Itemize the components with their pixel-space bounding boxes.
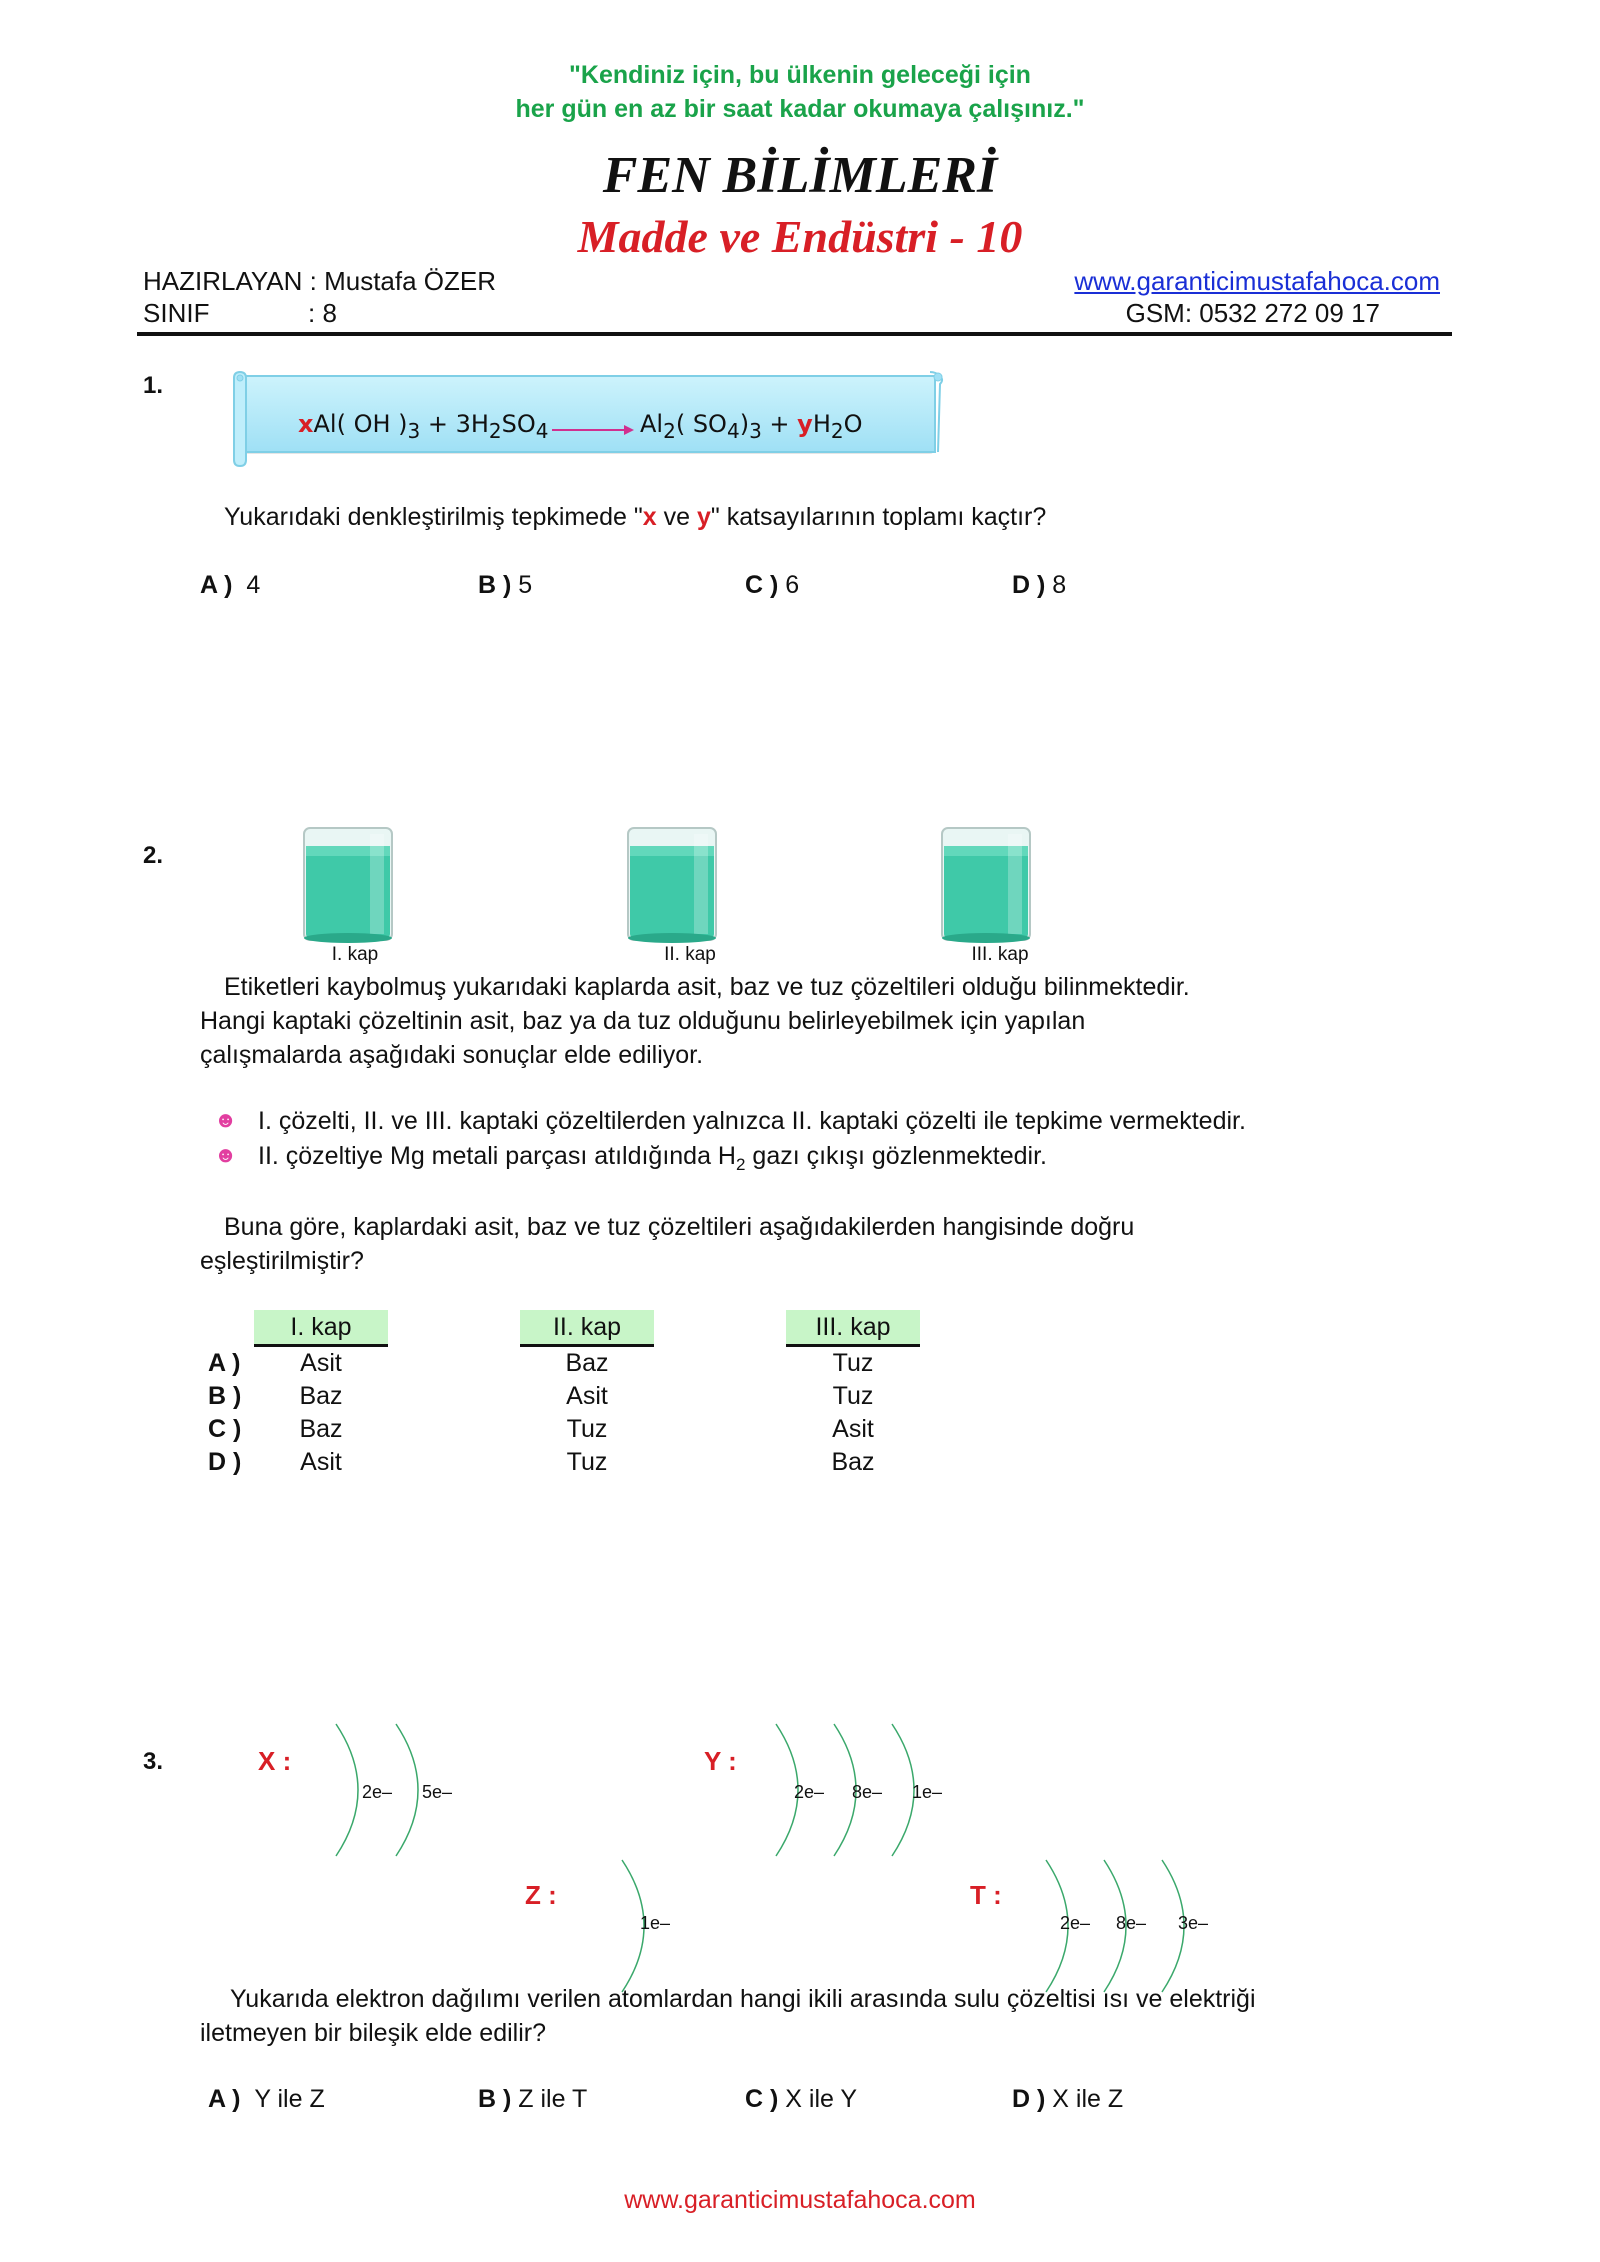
table-cell: Asit — [566, 1382, 608, 1410]
option-text: Y ile Z — [254, 2085, 325, 2113]
bullet2-start: II. çözeltiye Mg metali parçası atıldığında H — [258, 1142, 736, 1170]
table-cell: Baz — [565, 1349, 609, 1377]
q2-bullet-2 — [258, 1139, 1047, 1182]
table-row-label-d[interactable]: D ) — [208, 1448, 242, 1476]
shell-electrons — [640, 1913, 670, 1934]
table-cell: Tuz — [832, 1349, 874, 1377]
option-text: 4 — [246, 571, 261, 599]
container-label-1: I. kap — [331, 944, 379, 965]
shell-electrons — [1178, 1913, 1208, 1934]
q3-question-1: Yukarıda elektron dağılımı verilen atomlardan hangi ikili arasında sulu çözeltisi ısı ve elektriği — [230, 1985, 1256, 2013]
container-label-2: II. kap — [664, 944, 716, 965]
minus-sign: – — [814, 1782, 825, 1802]
smiley-bullet-icon: ☻ — [214, 1142, 238, 1167]
reactants — [298, 410, 549, 443]
author-label: HAZIRLAYAN : Mustafa ÖZER — [143, 266, 497, 296]
subscript: 4 — [726, 418, 740, 443]
table-cell: Asit — [300, 1448, 342, 1476]
option-letter: C ) — [745, 571, 779, 599]
q1-x: x — [642, 503, 657, 531]
q1-option-c[interactable] — [745, 568, 799, 602]
page-title: FEN BİLİMLERİ — [602, 147, 998, 204]
table-cell: Baz — [299, 1382, 343, 1410]
q1-option-d[interactable] — [1012, 568, 1066, 602]
table-cell: Tuz — [832, 1382, 874, 1410]
electron-count: 3e — [1178, 1913, 1199, 1933]
table-header-3: III. kap — [786, 1310, 920, 1347]
question-2-number: 2. — [143, 842, 164, 869]
sulfuric-acid-prefix: + 3H — [420, 410, 489, 438]
website-link[interactable]: www.garanticimustafahoca.com — [1074, 266, 1440, 296]
footer-website-link[interactable]: www.garanticimustafahoca.com — [624, 2186, 976, 2214]
phone-number: GSM: 0532 272 09 17 — [1125, 298, 1380, 328]
question-1-text — [224, 500, 1046, 534]
aluminium-sulfate: Al — [640, 410, 664, 438]
coefficient-y: y — [797, 410, 813, 438]
shell-electrons — [852, 1782, 882, 1803]
sulfate-group: SO — [501, 410, 536, 438]
class-label: SINIF — [143, 298, 210, 328]
table-row-label-b[interactable]: B ) — [208, 1382, 242, 1410]
electron-count: 1e — [912, 1782, 933, 1802]
option-letter: D ) — [1012, 571, 1046, 599]
shell-electrons — [912, 1782, 942, 1803]
plus-sign: + — [761, 410, 798, 438]
q2-paragraph-2: Hangi kaptaki çözeltinin asit, baz ya da tuz olduğunu belirleyebilmek için yapılan — [200, 1007, 1086, 1035]
q3-option-b[interactable] — [478, 2082, 587, 2116]
subscript: 2 — [663, 418, 676, 443]
shell-electrons — [1060, 1913, 1090, 1934]
table-row-label-c[interactable]: C ) — [208, 1415, 242, 1443]
q3-option-a[interactable] — [208, 2082, 325, 2116]
answer-table-body — [0, 1346, 1600, 1482]
q1-option-a[interactable] — [200, 568, 260, 602]
q1-option-b[interactable] — [478, 568, 532, 602]
q1-text-end: " katsayılarının toplamı kaçtır? — [710, 503, 1047, 531]
subscript: 3 — [749, 418, 762, 443]
option-letter: C ) — [745, 2085, 779, 2113]
table-cell: Baz — [831, 1448, 875, 1476]
subscript: 3 — [407, 418, 421, 443]
option-letter: A ) — [208, 2085, 241, 2113]
bullet2-end: gazı çıkışı gözlenmektedir. — [745, 1142, 1047, 1170]
container-label-3: III. kap — [971, 944, 1029, 965]
shell-electrons — [1116, 1913, 1146, 1934]
option-letter: D ) — [1012, 2085, 1046, 2113]
page-subtitle: Madde ve Endüstri - 10 — [577, 211, 1023, 262]
minus-sign: – — [442, 1782, 453, 1802]
q2-paragraph-3: çalışmalarda aşağıdaki sonuçlar elde ediliyor. — [200, 1041, 704, 1069]
electron-count: 8e — [1116, 1913, 1137, 1933]
table-cell: Tuz — [566, 1448, 608, 1476]
electron-count: 8e — [852, 1782, 873, 1802]
q3-question-2: iletmeyen bir bileşik elde edilir? — [200, 2019, 546, 2047]
q2-bullet-1: I. çözelti, II. ve III. kaptaki çözeltilerden yalnızca II. kaptaki çözelti ile tepkime vermektedir. — [258, 1107, 1246, 1135]
electron-count: 2e — [1060, 1913, 1081, 1933]
table-row-label-a[interactable]: A ) — [208, 1349, 241, 1377]
sulfate-part: ( SO — [675, 410, 727, 438]
option-text: 8 — [1052, 571, 1067, 599]
option-text: Z ile T — [518, 2085, 588, 2113]
option-letter: B ) — [478, 2085, 512, 2113]
option-text: 5 — [518, 571, 533, 599]
atom-t-label: T : — [970, 1880, 1002, 1910]
atom-z-label: Z : — [525, 1880, 557, 1910]
electron-count: 2e — [362, 1782, 383, 1802]
subscript: 2 — [736, 1155, 746, 1174]
q2-question-1: Buna göre, kaplardaki asit, baz ve tuz çözeltileri aşağıdakilerden hangisinde doğru — [224, 1213, 1135, 1241]
shell-electrons — [422, 1782, 452, 1803]
electron-count: 1e — [640, 1913, 661, 1933]
question-3-number: 3. — [143, 1748, 164, 1775]
aluminium-hydroxide: Al( OH ) — [313, 410, 408, 438]
table-cell: Asit — [300, 1349, 342, 1377]
q1-and: ve — [656, 503, 697, 531]
electron-count: 5e — [422, 1782, 443, 1802]
q2-paragraph-1: Etiketleri kaybolmuş yukarıdaki kaplarda asit, baz ve tuz çözeltileri olduğu bilinmektedir. — [224, 973, 1190, 1001]
question-1-number: 1. — [143, 372, 164, 399]
beaker-2-icon — [624, 826, 720, 946]
reaction-arrow-icon — [552, 423, 634, 437]
water-o: O — [843, 410, 863, 438]
coefficient-x: x — [298, 410, 314, 438]
option-text: X ile Y — [785, 2085, 858, 2113]
minus-sign: – — [872, 1782, 883, 1802]
electron-count: 2e — [794, 1782, 815, 1802]
table-cell: Baz — [299, 1415, 343, 1443]
q2-question-2: eşleştirilmiştir? — [200, 1247, 364, 1275]
smiley-bullet-icon: ☻ — [214, 1107, 238, 1132]
table-cell: Tuz — [566, 1415, 608, 1443]
atom-y-label: Y : — [704, 1746, 737, 1776]
shell-electrons — [362, 1782, 392, 1803]
water-h: H — [812, 410, 831, 438]
table-header-2: II. kap — [520, 1310, 654, 1347]
option-text: 6 — [785, 571, 800, 599]
q1-y: y — [696, 503, 711, 531]
table-header-1: I. kap — [254, 1310, 388, 1347]
minus-sign: – — [1198, 1913, 1209, 1933]
paren: ) — [739, 410, 750, 438]
table-cell: Asit — [832, 1415, 874, 1443]
option-letter: B ) — [478, 571, 512, 599]
q3-option-c[interactable] — [745, 2082, 857, 2116]
beaker-1-icon — [300, 826, 396, 946]
atom-x-label: X : — [258, 1746, 292, 1776]
option-text: X ile Z — [1052, 2085, 1124, 2113]
option-letter: A ) — [200, 571, 233, 599]
minus-sign: – — [1136, 1913, 1147, 1933]
motto-line-1: "Kendiniz için, bu ülkenin geleceği için — [569, 61, 1031, 89]
subscript: 2 — [488, 418, 502, 443]
products — [640, 410, 863, 443]
q3-option-d[interactable] — [1012, 2082, 1123, 2116]
class-value: : 8 — [308, 298, 337, 328]
subscript: 2 — [830, 418, 844, 443]
motto-line-2: her gün en az bir saat kadar okumaya çalışınız." — [515, 95, 1085, 123]
header-divider — [137, 332, 1452, 336]
minus-sign: – — [660, 1913, 671, 1933]
minus-sign: – — [932, 1782, 943, 1802]
shell-electrons — [794, 1782, 824, 1803]
beaker-3-icon — [938, 826, 1034, 946]
minus-sign: – — [382, 1782, 393, 1802]
subscript: 4 — [535, 418, 549, 443]
minus-sign: – — [1080, 1913, 1091, 1933]
q1-text-start: Yukarıdaki denkleştirilmiş tepkimede " — [224, 503, 643, 531]
